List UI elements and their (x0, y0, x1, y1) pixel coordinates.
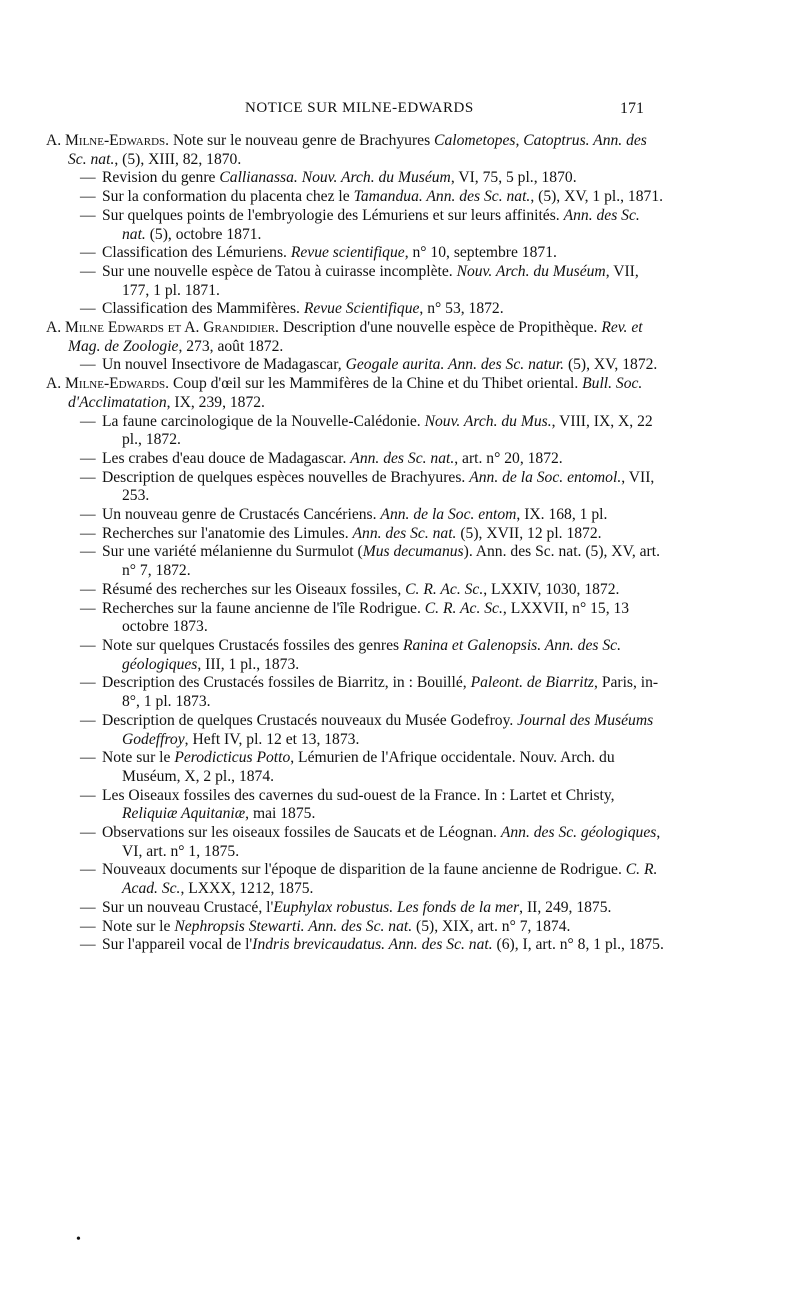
bibliography-entry (46, 356, 666, 375)
entry-text: Note sur quelques Crustacés fossiles des genres (102, 636, 403, 654)
entry-citation: Euphylax robustus. Les fonds de la mer (273, 898, 520, 916)
entry-details: , Heft IV, pl. 12 et 13, 1873. (184, 730, 360, 748)
entry-details: (5), octobre 1871. (145, 225, 262, 243)
bibliography-entry (46, 188, 666, 207)
entry-text: Note sur le (102, 749, 175, 767)
entry-author: A. Milne-Edwards. (46, 132, 170, 149)
entry-details: , IX, 239, 1872. (166, 393, 265, 411)
entry-citation: C. R. Ac. Sc. (405, 580, 484, 598)
bibliography-entry (46, 712, 666, 749)
bibliography-list (46, 132, 666, 955)
entry-details: , VIII, IX, X, 22 pl., 1872. (122, 412, 653, 449)
entry-dash: — (80, 824, 96, 842)
bibliography-entry (46, 918, 666, 937)
entry-author: A. Milne-Edwards. (46, 375, 170, 393)
bibliography-entry (46, 413, 666, 450)
entry-citation: Nouv. Arch. du Muséum (456, 262, 606, 280)
entry-text: Sur un nouveau Crustacé, l' (102, 898, 274, 916)
entry-citation: Mus decumanus (362, 543, 464, 561)
bibliography-entry (46, 300, 666, 319)
bibliography-entry (46, 506, 666, 525)
entry-text: Les crabes d'eau douce de Madagascar. (102, 449, 351, 467)
entry-details: ). Ann. des Sc. nat. (5), XV, art. n° 7, 1872. (122, 543, 660, 580)
entry-dash: — (80, 244, 96, 262)
entry-dash: — (80, 636, 96, 654)
entry-citation: Geogale aurita. Ann. des Sc. natur. (345, 356, 565, 374)
bibliography-entry (46, 861, 666, 898)
entry-citation: Revue Scientifique (303, 300, 420, 318)
entry-citation: Ranina et Galenopsis. Ann. des Sc. géologiques (122, 636, 621, 673)
entry-details: (5), XVII, 12 pl. 1872. (456, 524, 602, 542)
entry-text: Nouveaux documents sur l'époque de disparition de la faune ancienne de Rodrigue. (102, 861, 626, 879)
entry-author: A. Milne Edwards et A. Grandidier. (46, 319, 279, 337)
bibliography-entry (46, 600, 666, 637)
entry-citation: Indris brevicaudatus. Ann. des Sc. nat. (252, 936, 493, 954)
entry-dash: — (80, 861, 96, 879)
entry-details: , VI, art. n° 1, 1875. (122, 824, 661, 860)
entry-dash: — (80, 898, 96, 916)
entry-dash: — (80, 300, 96, 318)
entry-dash: — (80, 188, 96, 206)
entry-details: , 273, août 1872. (178, 337, 284, 355)
entry-dash: — (80, 711, 96, 729)
entry-text: Observations sur les oiseaux fossiles de Saucats et de Léognan. (102, 824, 501, 842)
entry-dash: — (80, 786, 96, 804)
entry-details: , Paris, in-8°, 1 pl. 1873. (122, 674, 659, 711)
entry-citation: Paleont. de Biarritz (470, 674, 595, 692)
entry-dash: — (80, 449, 96, 467)
bibliography-entry (46, 263, 666, 300)
entry-text: Sur une variété mélanienne du Surmulot ( (102, 543, 363, 561)
entry-text: Sur l'appareil vocal de l' (102, 936, 253, 954)
bibliography-entry (46, 936, 666, 955)
bibliography-entry (46, 169, 666, 188)
running-title: NOTICE SUR MILNE-EDWARDS (245, 100, 474, 116)
entry-citation: Ann. des Sc. géologiques (500, 824, 657, 842)
entry-dash: — (80, 936, 96, 954)
entry-citation: Journal des Muséums Godeffroy (122, 711, 654, 748)
entry-text: Résumé des recherches sur les Oiseaux fossiles, (102, 580, 406, 598)
entry-citation: Revue scientifique (290, 244, 405, 262)
entry-details: , VII, 177, 1 pl. 1871. (122, 262, 639, 299)
entry-text: Sur une nouvelle espèce de Tatou à cuirasse incomplète. (102, 262, 457, 280)
entry-citation: Reliquiæ Aquitaniæ (122, 805, 246, 823)
entry-details: (5), XIX, art. n° 7, 1874. (412, 917, 571, 935)
entry-citation: Bull. Soc. d'Acclimatation (68, 375, 643, 411)
entry-dash: — (80, 543, 96, 561)
entry-citation: C. R. Ac. Sc. (424, 599, 503, 617)
page-number: 171 (620, 100, 644, 117)
entry-dash: — (80, 674, 96, 692)
entry-text: Un nouveau genre de Crustacés Cancériens. (102, 506, 381, 524)
entry-dash: — (80, 599, 96, 617)
entry-citation: Perodicticus Potto (174, 749, 291, 767)
entry-details: , Lémurien de l'Afrique occidentale. Nouv. Arch. du Muséum, X, 2 pl., 1874. (122, 749, 615, 785)
entry-details: (6), I, art. n° 8, 1 pl., 1875. (492, 936, 664, 954)
entry-text: Les Oiseaux fossiles des cavernes du sud-ouest de la France. In : Lartet et Christy, (102, 786, 615, 804)
bibliography-entry (46, 132, 666, 169)
entry-details: , VI, 75, 5 pl., 1870. (450, 169, 577, 187)
bibliography-entry (46, 674, 666, 711)
entry-details: , VII, 253. (122, 468, 655, 505)
entry-text: Recherches sur l'anatomie des Limules. (102, 524, 353, 542)
bibliography-entry (46, 581, 666, 600)
entry-details: (5), XV, 1872. (564, 356, 658, 374)
entry-details: , art. n° 20, 1872. (454, 449, 563, 467)
entry-text: Un nouvel Insectivore de Madagascar, (102, 356, 346, 374)
entry-text: Description d'une nouvelle espèce de Propithèque. (278, 319, 602, 337)
entry-details: , LXXX, 1212, 1875. (180, 880, 314, 898)
entry-details: , (5), XV, 1 pl., 1871. (530, 188, 664, 206)
entry-citation: C. R. Acad. Sc. (122, 861, 658, 898)
entry-dash: — (80, 917, 96, 935)
entry-text: Classification des Mammifères. (102, 300, 304, 318)
entry-text: Coup d'œil sur les Mammifères de la Chine et du Thibet oriental. (169, 375, 583, 393)
entry-text: Note sur le nouveau genre de Brachyures (169, 132, 435, 149)
entry-dash: — (80, 749, 96, 767)
bibliography-entry (46, 450, 666, 469)
entry-dash: — (80, 580, 96, 598)
bibliography-entry (46, 244, 666, 263)
stray-mark: • (76, 1232, 81, 1247)
entry-citation: Ann. des Sc. nat. (352, 524, 457, 542)
entry-citation: Nephropsis Stewarti. Ann. des Sc. nat. (174, 917, 413, 935)
entry-dash: — (80, 506, 96, 524)
entry-citation: Rev. et Mag. de Zoologie (68, 319, 643, 355)
entry-dash: — (80, 356, 96, 374)
entry-details: , III, 1 pl., 1873. (197, 655, 300, 673)
running-header (0, 100, 800, 124)
entry-citation: Ann. de la Soc. entom (380, 506, 517, 524)
bibliography-entry (46, 207, 666, 244)
entry-citation: Nouv. Arch. du Mus. (424, 412, 552, 430)
entry-text: Note sur le (102, 917, 175, 935)
bibliography-entry (46, 749, 666, 786)
entry-details: , n° 53, 1872. (419, 300, 504, 318)
bibliography-entry (46, 525, 666, 544)
entry-text: Classification des Lémuriens. (102, 244, 291, 262)
entry-citation: Calometopes, Catoptrus. Ann. des Sc. nat. (68, 132, 647, 168)
bibliography-entry (46, 824, 666, 861)
bibliography-entry (46, 469, 666, 506)
entry-details: , LXXIV, 1030, 1872. (483, 580, 620, 598)
bibliography-entry (46, 637, 666, 674)
entry-text: Recherches sur la faune ancienne de l'île Rodrigue. (102, 599, 425, 617)
entry-text: Sur quelques points de l'embryologie des Lémuriens et sur leurs affinités. (102, 206, 564, 224)
entry-text: Description de quelques Crustacés nouveaux du Musée Godefroy. (102, 711, 518, 729)
entry-text: Description des Crustacés fossiles de Biarritz, in : Bouillé, (102, 674, 471, 692)
bibliography-entry (46, 319, 666, 356)
entry-details: , n° 10, septembre 1871. (404, 244, 557, 262)
entry-dash: — (80, 524, 96, 542)
entry-details: , IX. 168, 1 pl. (516, 506, 608, 524)
entry-text: Sur la conformation du placenta chez le (102, 188, 354, 206)
entry-citation: Callianassa. Nouv. Arch. du Muséum (219, 169, 451, 187)
entry-details: , II, 249, 1875. (519, 898, 612, 916)
entry-details: , LXXVII, n° 15, 13 octobre 1873. (122, 599, 630, 636)
entry-dash: — (80, 262, 96, 280)
entry-details: , mai 1875. (245, 805, 316, 823)
bibliography-entry (46, 375, 666, 412)
entry-dash: — (80, 468, 96, 486)
entry-text: Description de quelques espèces nouvelles de Brachyures. (102, 468, 470, 486)
entry-dash: — (80, 206, 96, 224)
bibliography-entry (46, 543, 666, 580)
entry-text: La faune carcinologique de la Nouvelle-Calédonie. (102, 412, 425, 430)
entry-citation: Ann. des Sc. nat. (350, 449, 455, 467)
bibliography-entry (46, 787, 666, 824)
entry-citation: Ann. de la Soc. entomol. (469, 468, 622, 486)
entry-details: , (5), XIII, 82, 1870. (114, 150, 242, 168)
entry-citation: Tamandua. Ann. des Sc. nat. (353, 188, 531, 206)
entry-dash: — (80, 169, 96, 187)
bibliography-entry (46, 899, 666, 918)
entry-text: Revision du genre (102, 169, 220, 187)
entry-citation: Ann. des Sc. nat. (122, 206, 640, 243)
entry-dash: — (80, 412, 96, 430)
